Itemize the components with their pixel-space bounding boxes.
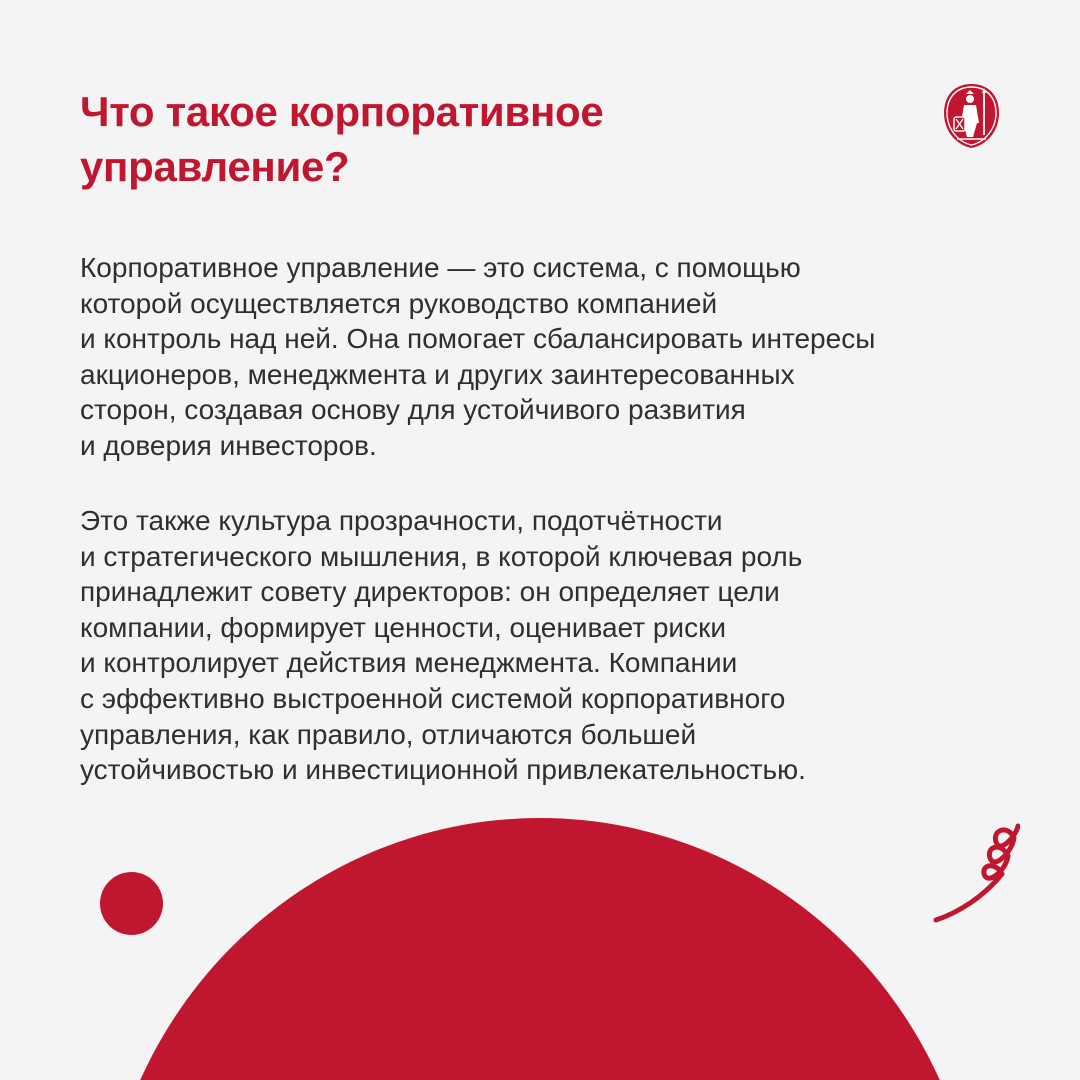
text-line: управления, как правило, отличаются большей: [80, 718, 697, 750]
knight-emblem-icon: [943, 83, 1000, 149]
text-line: компании, формирует ценности, оценивает риски: [80, 611, 726, 643]
text-line: и контроль над ней. Она помогает сбалансировать интересы: [80, 323, 876, 355]
text-line: и стратегического мышления, в которой ключевая роль: [80, 540, 803, 572]
text-line: принадлежит совету директоров: он определяет цели: [80, 576, 780, 608]
text-line: и доверия инвесторов.: [80, 429, 377, 461]
text-line: с эффективно выстроенной системой корпоративного: [80, 682, 786, 714]
text-line: Корпоративное управление — это система, с помощью: [80, 252, 801, 283]
body-paragraph-2: [80, 503, 806, 788]
text-line: и контролирует действия менеджмента. Компании: [80, 647, 738, 679]
title-line: управление?: [80, 143, 350, 190]
text-line: сторон, создавая основу для устойчивого развития: [80, 394, 746, 426]
title-line: Что такое корпоративное: [80, 88, 604, 135]
text-line: акционеров, менеджмента и других заинтересованных: [80, 358, 795, 390]
text-line: устойчивостью и инвестиционной привлекательностью.: [80, 754, 806, 786]
page-title: [80, 84, 860, 194]
text-line: которой осуществляется руководство компанией: [80, 287, 718, 319]
text-line: Это также культура прозрачности, подотчётности: [80, 505, 723, 536]
body-paragraph-1: [80, 250, 875, 464]
squiggle-icon: [928, 808, 1020, 926]
